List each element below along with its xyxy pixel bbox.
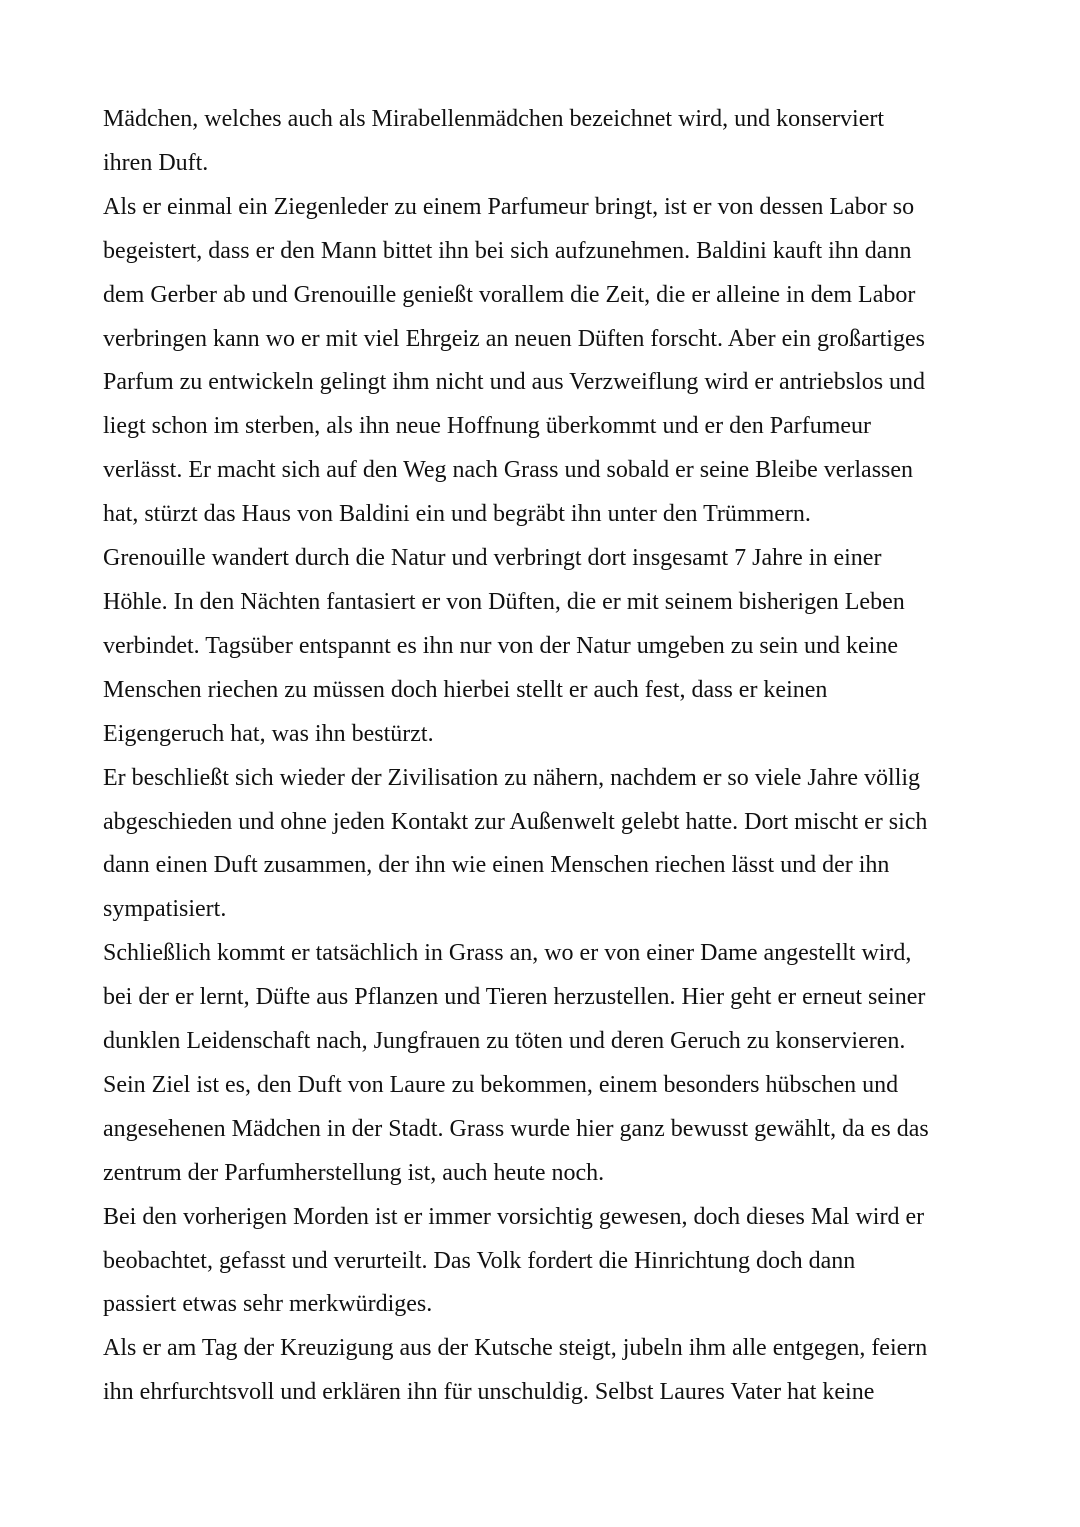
text-line: liegt schon im sterben, als ihn neue Hoffnung überkommt und er den Parfumeur	[103, 413, 872, 440]
text-line: verbringen kann wo er mit viel Ehrgeiz an neuen Düften forscht. Aber ein großartiges	[103, 325, 925, 352]
text-line: zentrum der Parfumherstellung ist, auch heute noch.	[103, 1159, 605, 1186]
text-line: Parfum zu entwickeln gelingt ihm nicht und aus Verzweiflung wird er antriebslos und	[103, 369, 926, 396]
text-line: Er beschließt sich wieder der Zivilisation zu nähern, nachdem er so viele Jahre völlig	[103, 764, 921, 791]
document-page	[103, 98, 1003, 1415]
text-line: Sein Ziel ist es, den Duft von Laure zu bekommen, einem besonders hübschen und	[103, 1071, 899, 1098]
text-line: passiert etwas sehr merkwürdiges.	[103, 1291, 433, 1318]
text-line: Menschen riechen zu müssen doch hierbei stellt er auch fest, dass er keinen	[103, 676, 828, 703]
text-line: Höhle. In den Nächten fantasiert er von Düften, die er mit seinem bisherigen Leben	[103, 588, 905, 615]
text-line: Als er einmal ein Ziegenleder zu einem Parfumeur bringt, ist er von dessen Labor so	[103, 193, 915, 220]
text-line: Bei den vorherigen Morden ist er immer vorsichtig gewesen, doch dieses Mal wird er	[103, 1203, 925, 1230]
text-line: angesehenen Mädchen in der Stadt. Grass wurde hier ganz bewusst gewählt, da es das	[103, 1115, 929, 1142]
text-line: Als er am Tag der Kreuzigung aus der Kutsche steigt, jubeln ihm alle entgegen, feiern	[103, 1335, 928, 1362]
text-line: Grenouille wandert durch die Natur und verbringt dort insgesamt 7 Jahre in einer	[103, 545, 882, 572]
text-line: beobachtet, gefasst und verurteilt. Das Volk fordert die Hinrichtung doch dann	[103, 1247, 856, 1274]
text-line: bei der er lernt, Düfte aus Pflanzen und Tieren herzustellen. Hier geht er erneut seiner	[103, 984, 926, 1011]
text-line: verbindet. Tagsüber entspannt es ihn nur von der Natur umgeben zu sein und keine	[103, 632, 898, 659]
text-line: abgeschieden und ohne jeden Kontakt zur Außenwelt gelebt hatte. Dort mischt er sich	[103, 808, 928, 835]
text-line: dunklen Leidenschaft nach, Jungfrauen zu töten und deren Geruch zu konservieren.	[103, 1028, 906, 1055]
text-line: sympatisiert.	[103, 896, 227, 923]
text-line: hat, stürzt das Haus von Baldini ein und begräbt ihn unter den Trümmern.	[103, 501, 811, 528]
text-line: ihn ehrfurchtsvoll und erklären ihn für unschuldig. Selbst Laures Vater hat keine	[103, 1379, 875, 1406]
text-line: begeistert, dass er den Mann bittet ihn bei sich aufzunehmen. Baldini kauft ihn dann	[103, 237, 912, 264]
text-line: dem Gerber ab und Grenouille genießt vorallem die Zeit, die er alleine in dem Labor	[103, 281, 916, 308]
text-line: ihren Duft.	[103, 149, 209, 176]
text-line: verlässt. Er macht sich auf den Weg nach Grass und sobald er seine Bleibe verlassen	[103, 457, 914, 484]
text-line: dann einen Duft zusammen, der ihn wie einen Menschen riechen lässt und der ihn	[103, 852, 890, 879]
text-line: Mädchen, welches auch als Mirabellenmädchen bezeichnet wird, und konserviert	[103, 106, 885, 132]
text-line: Eigengeruch hat, was ihn bestürzt.	[103, 720, 434, 747]
text-line: Schließlich kommt er tatsächlich in Grass an, wo er von einer Dame angestellt wird,	[103, 940, 912, 967]
